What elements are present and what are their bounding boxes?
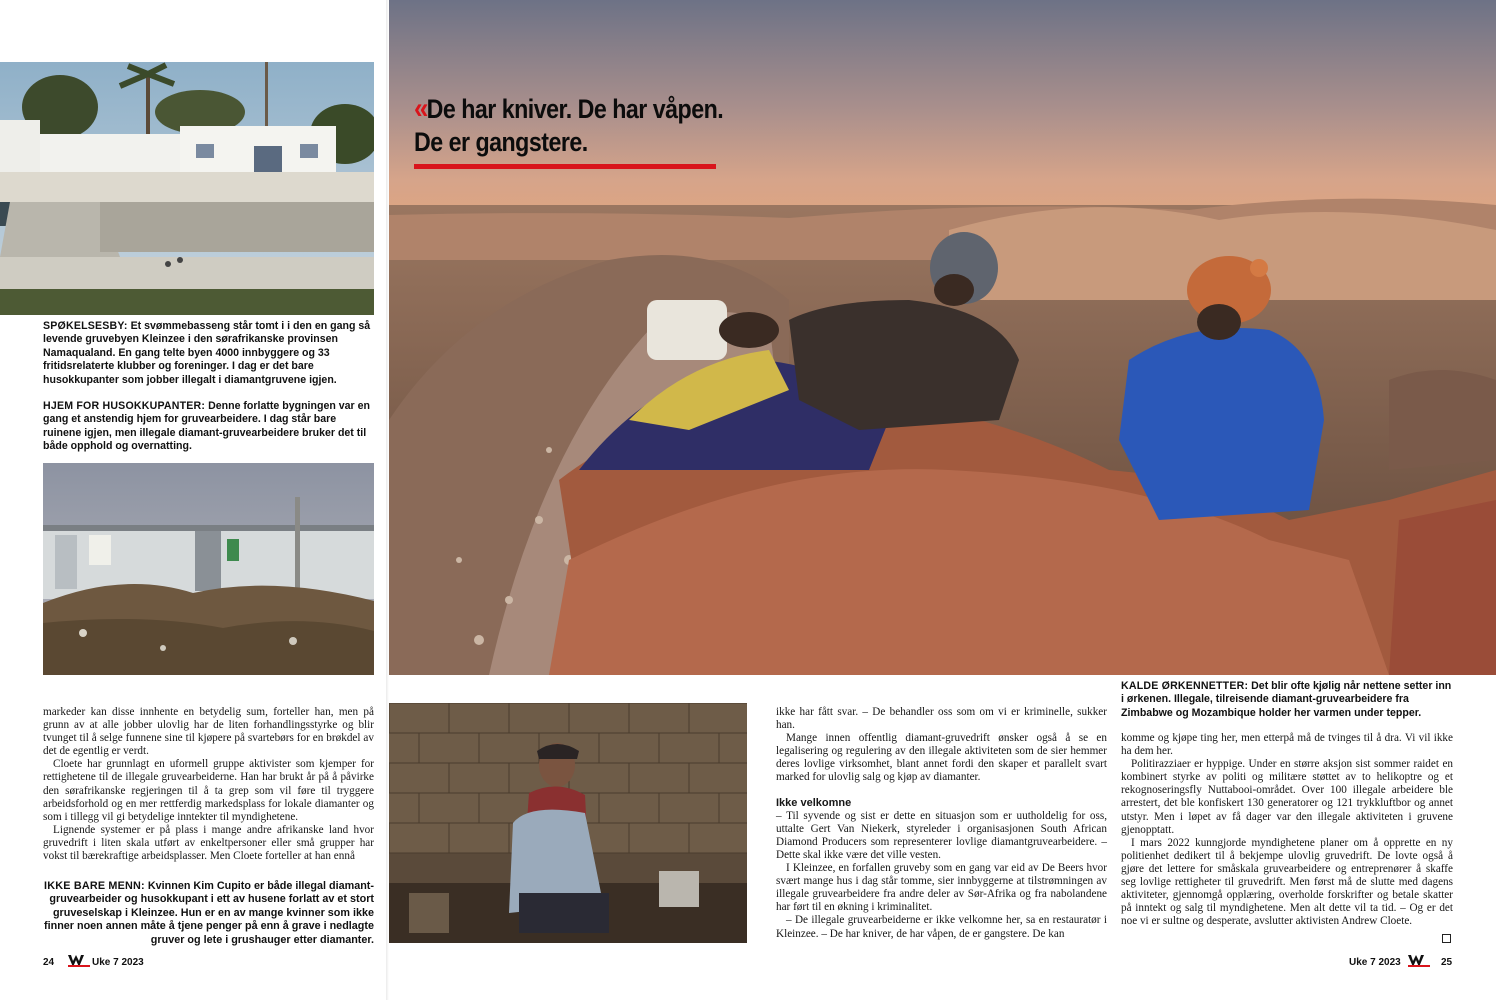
pool-caption bbox=[43, 320, 375, 467]
subheading: Ikke velkomne bbox=[776, 796, 852, 809]
paragraph: – Til syvende og sist er dette en situasjon som er uutholdelig for oss, uttalte Gert Van Niekerk, styreleder i organisasjonen South African Diamond Producers som representerer lovlige diamantgruvearbeidere. – Dette skal ikke være det ville vesten. bbox=[776, 809, 1107, 861]
page-number-left: 24 bbox=[43, 957, 55, 968]
magazine-logo-icon bbox=[1408, 955, 1430, 967]
paragraph: I Kleinzee, en forfallen gruveby som en gang var eid av De Beers hvor svært mange hus i dag står tomme, sier innbyggerne at tilstrømningen av illegale gruvearbeidere fra andre deler av Sør-Afrika og fra nabolandene har ført til en økning i kriminalitet. bbox=[776, 862, 1107, 914]
paragraph: ikke har fått svar. – De behandler oss som om vi er kriminelle, sukker han. bbox=[776, 706, 1107, 732]
quote-mark-icon: « bbox=[414, 92, 424, 125]
caption-text: Kvinnen Kim Cupito er både illegal diamant-gruvearbeider og husokkupant i ett av husene forlatt av et stort gruveselskap i Kleinzee. Hun er en av mange kvinner som ikke finner noen annen måte å tjene penger på enn å grave i nedlagte gruver og lete i grushauger etter diamanter. bbox=[44, 880, 374, 946]
caption-label: KALDE ØRKENNETTER: bbox=[1121, 680, 1249, 692]
end-mark-icon bbox=[1442, 934, 1451, 943]
paragraph: Lignende systemer er på plass i mange andre afrikanske land hvor gruvedrift i liten skala utført av enkeltpersoner eller små grupper har vokst til bærekraftige arbeidsplasser. Men Cloete forteller at han ennå bbox=[43, 823, 374, 863]
caption-label: SPØKELSESBY: bbox=[43, 320, 128, 332]
cold-nights-caption bbox=[1121, 680, 1453, 733]
ruined-building-photo bbox=[43, 463, 374, 675]
quote-underline bbox=[414, 164, 716, 169]
issue-label-right: Uke 7 2023 bbox=[1349, 957, 1401, 968]
woman-portrait-photo bbox=[389, 703, 747, 943]
paragraph: komme og kjøpe ting her, men etterpå må de tvinges til å dra. Vi vil ikke ha dem her. bbox=[1121, 732, 1453, 758]
page-number-right: 25 bbox=[1441, 957, 1453, 968]
paragraph: markeder kan disse innhente en betydelig sum, forteller han, men på grunn av at alle jobber ulovlig har de liten forhandlingsstyrke og blir tvunget til å selge funnene sine til kjøpere på svartebørs for en brøkdel av det de egentlig er verdt. bbox=[43, 706, 374, 758]
paragraph: Mange innen offentlig diamant-gruvedrift ønsker også å se en legalisering og regulering av den illegale aktiviteten som de sier hemmer deres lovlige virksomhet, blant annet fordi den skaper et parallelt svart marked for ulovlig salg og kjøp av diamanter. bbox=[776, 732, 1107, 784]
paragraph: Cloete har grunnlagt en uformell gruppe aktivister som kjemper for rettighetene til de illegale gruvearbeiderne. Han har brukt år på å påvirke den sørafrikanske regjeringen til å ta grep som vil føre til tryggere arbeidsforhold og en mer rettferdig markedsplass for lokale diamanter og som i tillegg vil gi betydelige inntekter til myndighetene. bbox=[43, 758, 374, 823]
body-column-3 bbox=[1121, 732, 1453, 928]
caption-text: Denne forlatte bygningen var en gang et anstendig hjem for gruvearbeidere. I dag står bare ruinene igjen, men illegale diamant-gruvearbeidere bruker det til både opphold og overnatting. bbox=[43, 400, 370, 453]
women-caption bbox=[43, 880, 374, 960]
caption-label: IKKE BARE MENN: bbox=[44, 880, 145, 892]
body-column-2 bbox=[776, 706, 1107, 941]
issue-label-left: Uke 7 2023 bbox=[92, 957, 144, 968]
pull-quote-line-1: De har kniver. De har våpen. bbox=[426, 94, 724, 124]
paragraph: – De illegale gruvearbeiderne er ikke velkomne her, sa en restauratør i Kleinzee. – De har kniver, de har våpen, de er gangstere. De kan bbox=[776, 914, 1107, 940]
pull-quote-line-2: De er gangstere. bbox=[414, 127, 588, 157]
caption-label: HJEM FOR HUSOKKUPANTER: bbox=[43, 400, 206, 413]
pull-quote bbox=[414, 92, 723, 159]
paragraph: Politirazziaer er hyppige. Under en større aksjon sist sommer raidet en kombinert styrke av politi og militære støttet av to helikoptre og et rekognoseringsfly Nuttabooi-området. Over 100 illegale arbeidere ble arrestert, det ble konfiskert 130 generatorer og 121 trykkluftbor og annet utstyr. Men i løpet av få dager var den illegale aktiviteten i gruvene gjenopptatt. bbox=[1121, 758, 1453, 836]
body-column-1 bbox=[43, 706, 374, 863]
caption-text: Et svømmebasseng står tomt i i den en gang så levende gruvebyen Kleinzee i den sørafrikanske provinsen Namaqualand. En gang telte byen 4000 innbyggere og 33 fritidsrelaterte klubber og foreninger. I dag er det bare husokkupanter som jobber illegalt i diamantgruvene igjen. bbox=[43, 320, 371, 386]
caption-text: Det blir ofte kjølig når nettene setter inn i ørkenen. Illegale, tilreisende diamant-gruvearbeidere fra Zimbabwe og Mozambique holder her varmen under tepper. bbox=[1121, 680, 1452, 719]
paragraph: I mars 2022 kunngjorde myndighetene planer om å opprette en ny politienhet dedikert til å bekjempe ulovlig gruvedrift. De lovte også å gjøre det lettere for småskala gruvearbeidere og entreprenører å skaffe seg lovlige rettigheter til gruvedrift. Men først må de slutte med dagens aktiviteter, gjennomgå opplæring, overholde forskrifter og betale skatter på inntekt og salg til myndighetene. Men alt dette vil ta tid. – Og er det noe vi er sultne og desperate, avslutter aktivisten Andrew Cloete. bbox=[1121, 836, 1453, 928]
pool-photo bbox=[0, 62, 374, 315]
magazine-logo-icon bbox=[68, 955, 90, 967]
